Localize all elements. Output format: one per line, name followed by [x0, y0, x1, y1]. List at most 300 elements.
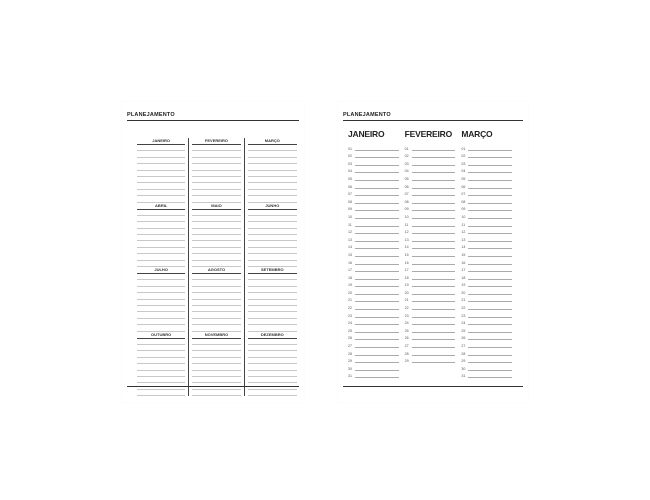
- day-writing-line: [355, 237, 399, 242]
- day-number: 29: [404, 359, 409, 364]
- day-row: [405, 242, 456, 250]
- day-row: [348, 348, 399, 356]
- month-column-heading: JANEIRO: [348, 129, 385, 139]
- day-number: 13: [348, 237, 352, 242]
- day-row: [405, 265, 456, 273]
- day-row: [348, 196, 399, 204]
- day-writing-line: [468, 184, 512, 189]
- day-number: 21: [348, 298, 352, 303]
- day-row: [348, 234, 399, 242]
- day-writing-line: [355, 306, 399, 311]
- day-row: [461, 219, 512, 227]
- day-writing-line: [355, 199, 399, 204]
- day-writing-line: [468, 230, 512, 235]
- day-number: 23: [461, 313, 466, 318]
- day-row: [348, 227, 399, 235]
- day-number: 08: [348, 199, 352, 204]
- day-number: 14: [404, 245, 409, 250]
- day-row: [348, 173, 399, 181]
- day-writing-line: [412, 245, 456, 250]
- day-row: [461, 151, 512, 159]
- day-row: [461, 272, 512, 280]
- day-writing-line: [355, 313, 399, 318]
- day-writing-line: [468, 275, 512, 280]
- day-writing-line: [355, 154, 399, 159]
- day-row: [461, 257, 512, 265]
- day-number: 12: [461, 230, 466, 235]
- day-row: [348, 318, 399, 326]
- day-row: [461, 287, 512, 295]
- day-writing-line: [355, 161, 399, 166]
- day-row: [348, 371, 399, 379]
- day-row: [461, 158, 512, 166]
- day-row: [348, 189, 399, 197]
- day-writing-line: [468, 169, 512, 174]
- day-row: [461, 143, 512, 151]
- footer-rule: [127, 386, 299, 387]
- day-writing-line: [355, 374, 399, 379]
- day-row: [461, 204, 512, 212]
- day-number: 14: [461, 245, 466, 250]
- day-writing-line: [412, 230, 456, 235]
- day-writing-line: [355, 290, 399, 295]
- day-row: [348, 257, 399, 265]
- day-number: 15: [404, 252, 409, 257]
- day-number: 03: [404, 161, 409, 166]
- day-number: 10: [348, 214, 352, 219]
- writing-line: [248, 390, 297, 396]
- day-row: [405, 356, 456, 364]
- day-number: 16: [348, 260, 352, 265]
- day-writing-line: [468, 237, 512, 242]
- day-row: [405, 249, 456, 257]
- day-number: 30: [348, 366, 352, 371]
- day-row: [348, 249, 399, 257]
- day-row: [461, 295, 512, 303]
- day-number: 24: [461, 321, 466, 326]
- month-name: JUNHO: [248, 203, 297, 210]
- day-row: [405, 151, 456, 159]
- day-writing-line: [468, 336, 512, 341]
- day-row: [405, 166, 456, 174]
- month-block: [245, 267, 300, 332]
- day-writing-line: [355, 359, 399, 364]
- day-number: 10: [461, 214, 466, 219]
- page-header: PLANEJAMENTO: [343, 112, 391, 118]
- day-writing-line: [355, 207, 399, 212]
- day-writing-line: [468, 252, 512, 257]
- day-writing-line: [412, 298, 456, 303]
- day-row: [348, 166, 399, 174]
- day-row: [405, 211, 456, 219]
- day-row: [405, 302, 456, 310]
- day-writing-line: [355, 184, 399, 189]
- day-writing-line: [412, 268, 456, 273]
- month-block: [245, 138, 300, 203]
- day-number: 26: [404, 336, 409, 341]
- day-number: 18: [404, 275, 409, 280]
- day-row: [348, 363, 399, 371]
- day-number: 09: [348, 207, 352, 212]
- day-row: [405, 173, 456, 181]
- day-writing-line: [412, 328, 456, 333]
- day-row: [405, 295, 456, 303]
- month-name: ABRIL: [137, 203, 185, 210]
- day-writing-line: [412, 207, 456, 212]
- day-writing-line: [355, 169, 399, 174]
- day-writing-line: [412, 237, 456, 242]
- day-number: 17: [461, 268, 466, 273]
- day-writing-line: [412, 184, 456, 189]
- day-number: 06: [461, 184, 466, 189]
- day-number: 01: [404, 146, 409, 151]
- day-number: 13: [461, 237, 466, 242]
- month-name: NOVEMBRO: [192, 332, 240, 339]
- day-row: [461, 363, 512, 371]
- day-number: 26: [461, 336, 466, 341]
- day-columns: [348, 143, 518, 378]
- day-number: 12: [404, 230, 409, 235]
- day-writing-line: [468, 214, 512, 219]
- day-writing-line: [355, 344, 399, 349]
- day-number: 07: [348, 192, 352, 197]
- day-row: [461, 340, 512, 348]
- day-number: 09: [461, 207, 466, 212]
- day-number: 16: [461, 260, 466, 265]
- month-name: SETEMBRO: [248, 267, 297, 274]
- day-number: 06: [404, 184, 409, 189]
- day-writing-line: [355, 214, 399, 219]
- day-number: 02: [461, 154, 466, 159]
- day-row: [405, 219, 456, 227]
- day-row: [461, 310, 512, 318]
- day-row: [348, 219, 399, 227]
- writing-line: [137, 390, 185, 396]
- day-number: 23: [404, 313, 409, 318]
- day-row: [461, 325, 512, 333]
- day-row: [405, 189, 456, 197]
- day-number: 12: [348, 230, 352, 235]
- day-number: 20: [461, 290, 466, 295]
- day-row: [405, 227, 456, 235]
- day-row: [461, 280, 512, 288]
- day-column: [461, 143, 518, 378]
- day-number: 25: [348, 328, 352, 333]
- day-number: 11: [461, 222, 466, 227]
- day-number: 01: [348, 146, 352, 151]
- day-number: 02: [404, 154, 409, 159]
- day-row: [405, 318, 456, 326]
- day-number: 31: [461, 374, 466, 379]
- day-number: 18: [348, 275, 352, 280]
- month-block: [134, 203, 189, 268]
- day-number: 29: [348, 359, 352, 364]
- day-writing-line: [468, 161, 512, 166]
- day-number: 11: [404, 222, 409, 227]
- day-writing-line: [355, 298, 399, 303]
- day-number: 08: [404, 199, 409, 204]
- month-column-headings: [348, 129, 518, 139]
- page-header: PLANEJAMENTO: [127, 112, 175, 118]
- month-column-heading: MARÇO: [461, 129, 493, 139]
- left-planner-page: [122, 102, 304, 402]
- day-row: [348, 356, 399, 364]
- day-row: [348, 340, 399, 348]
- day-number: 13: [404, 237, 409, 242]
- day-writing-line: [412, 146, 456, 151]
- day-column: [348, 143, 405, 378]
- day-writing-line: [468, 290, 512, 295]
- writing-line: [192, 390, 240, 396]
- day-number: 17: [348, 268, 352, 273]
- day-writing-line: [412, 176, 456, 181]
- day-number: 10: [404, 214, 409, 219]
- day-writing-line: [355, 275, 399, 280]
- day-number: 05: [461, 176, 466, 181]
- day-row: [461, 318, 512, 326]
- day-number: 03: [461, 161, 466, 166]
- day-writing-line: [412, 351, 456, 356]
- month-name: DEZEMBRO: [248, 332, 297, 339]
- day-number: 27: [461, 344, 466, 349]
- day-number: 05: [404, 176, 409, 181]
- day-row: [348, 272, 399, 280]
- day-writing-line: [412, 192, 456, 197]
- day-row: [405, 196, 456, 204]
- day-writing-line: [355, 146, 399, 151]
- day-number: 22: [461, 306, 466, 311]
- day-writing-line: [468, 321, 512, 326]
- day-number: 09: [404, 207, 409, 212]
- day-writing-line: [412, 336, 456, 341]
- day-number: 19: [461, 283, 466, 288]
- month-name: AGOSTO: [192, 267, 240, 274]
- month-block: [134, 138, 189, 203]
- day-row: [461, 181, 512, 189]
- day-number: 15: [461, 252, 466, 257]
- day-number: 18: [461, 275, 466, 280]
- day-writing-line: [355, 176, 399, 181]
- day-number: 05: [348, 176, 352, 181]
- day-writing-line: [412, 321, 456, 326]
- day-number: 23: [348, 313, 352, 318]
- day-number: 27: [348, 344, 352, 349]
- day-column: [405, 143, 462, 378]
- day-number: 15: [348, 252, 352, 257]
- day-row: [461, 166, 512, 174]
- day-number: 04: [404, 169, 409, 174]
- day-writing-line: [468, 222, 512, 227]
- day-row: [348, 265, 399, 273]
- month-name: MARÇO: [248, 138, 297, 145]
- month-block: [189, 267, 244, 332]
- day-row: [348, 333, 399, 341]
- day-row: [461, 265, 512, 273]
- day-number: 01: [461, 146, 466, 151]
- day-writing-line: [355, 336, 399, 341]
- day-row: [461, 227, 512, 235]
- day-number: 25: [404, 328, 409, 333]
- month-name: OUTUBRO: [137, 332, 185, 339]
- day-writing-line: [412, 199, 456, 204]
- day-row: [405, 257, 456, 265]
- day-row: [405, 325, 456, 333]
- day-writing-line: [412, 306, 456, 311]
- day-number: 04: [461, 169, 466, 174]
- day-writing-line: [468, 154, 512, 159]
- day-number: 04: [348, 169, 352, 174]
- day-number: 21: [461, 298, 466, 303]
- day-row: [405, 143, 456, 151]
- day-number: 07: [461, 192, 466, 197]
- day-row: [348, 242, 399, 250]
- month-block: [245, 203, 300, 268]
- day-number: 28: [348, 351, 352, 356]
- day-writing-line: [412, 290, 456, 295]
- day-row: [405, 287, 456, 295]
- day-writing-line: [412, 154, 456, 159]
- day-writing-line: [468, 344, 512, 349]
- day-number: 31: [348, 374, 352, 379]
- day-number: 19: [404, 283, 409, 288]
- day-writing-line: [412, 252, 456, 257]
- day-writing-line: [355, 268, 399, 273]
- day-number: 21: [404, 298, 409, 303]
- day-number: 06: [348, 184, 352, 189]
- day-row: [348, 211, 399, 219]
- day-writing-line: [355, 351, 399, 356]
- day-writing-line: [412, 359, 456, 364]
- month-name: FEVEREIRO: [192, 138, 240, 145]
- day-number: 02: [348, 154, 352, 159]
- day-row: [461, 196, 512, 204]
- day-writing-line: [468, 268, 512, 273]
- day-writing-line: [412, 260, 456, 265]
- day-number: 22: [404, 306, 409, 311]
- day-writing-line: [412, 313, 456, 318]
- day-row: [405, 181, 456, 189]
- day-row: [405, 158, 456, 166]
- header-rule: [343, 120, 523, 121]
- day-writing-line: [468, 374, 512, 379]
- day-row: [405, 340, 456, 348]
- day-number: 24: [404, 321, 409, 326]
- month-column-heading: FEVEREIRO: [404, 129, 452, 139]
- day-writing-line: [412, 283, 456, 288]
- day-row: [348, 181, 399, 189]
- day-row: [405, 234, 456, 242]
- day-number: 07: [404, 192, 409, 197]
- day-row: [405, 333, 456, 341]
- day-writing-line: [468, 351, 512, 356]
- month-name: JULHO: [137, 267, 185, 274]
- day-writing-line: [355, 366, 399, 371]
- day-writing-line: [468, 313, 512, 318]
- day-row: [348, 280, 399, 288]
- months-grid: [134, 138, 300, 376]
- day-writing-line: [468, 199, 512, 204]
- day-number: 17: [404, 268, 409, 273]
- day-row: [461, 356, 512, 364]
- day-row: [461, 173, 512, 181]
- month-block: [189, 138, 244, 203]
- day-writing-line: [355, 321, 399, 326]
- day-writing-line: [355, 260, 399, 265]
- day-writing-line: [355, 252, 399, 257]
- day-writing-line: [468, 306, 512, 311]
- day-writing-line: [412, 275, 456, 280]
- day-row: [461, 371, 512, 379]
- day-writing-line: [468, 359, 512, 364]
- day-row: [461, 242, 512, 250]
- day-writing-line: [355, 192, 399, 197]
- day-writing-line: [355, 222, 399, 227]
- day-writing-line: [412, 344, 456, 349]
- day-row: [405, 280, 456, 288]
- day-writing-line: [468, 192, 512, 197]
- right-planner-page: [338, 102, 528, 402]
- day-writing-line: [468, 245, 512, 250]
- day-row: [348, 204, 399, 212]
- day-writing-line: [412, 214, 456, 219]
- day-row: [405, 204, 456, 212]
- day-number: 25: [461, 328, 466, 333]
- header-rule: [127, 120, 299, 121]
- month-name: MAIO: [192, 203, 240, 210]
- day-number: 20: [404, 290, 409, 295]
- day-number: 28: [461, 351, 466, 356]
- day-writing-line: [468, 298, 512, 303]
- day-row: [461, 234, 512, 242]
- day-writing-line: [355, 245, 399, 250]
- day-writing-line: [468, 207, 512, 212]
- day-row: [461, 189, 512, 197]
- month-block: [134, 267, 189, 332]
- day-row: [348, 143, 399, 151]
- day-row: [348, 302, 399, 310]
- day-writing-line: [468, 146, 512, 151]
- day-writing-line: [468, 260, 512, 265]
- day-number: 14: [348, 245, 352, 250]
- day-writing-line: [412, 169, 456, 174]
- day-writing-line: [412, 222, 456, 227]
- day-row: [405, 272, 456, 280]
- day-row: [348, 310, 399, 318]
- day-writing-line: [468, 328, 512, 333]
- month-name: JANEIRO: [137, 138, 185, 145]
- day-number: 11: [348, 222, 352, 227]
- day-writing-line: [355, 328, 399, 333]
- day-row: [405, 310, 456, 318]
- month-block: [189, 203, 244, 268]
- day-writing-line: [355, 283, 399, 288]
- day-number: 19: [348, 283, 352, 288]
- day-number: 28: [404, 351, 409, 356]
- day-number: 30: [461, 366, 466, 371]
- day-number: 26: [348, 336, 352, 341]
- day-number: 03: [348, 161, 352, 166]
- day-row: [461, 211, 512, 219]
- day-row: [348, 158, 399, 166]
- day-number: 29: [461, 359, 466, 364]
- day-row: [348, 151, 399, 159]
- day-writing-line: [468, 176, 512, 181]
- day-number: 08: [461, 199, 466, 204]
- day-row: [348, 325, 399, 333]
- day-number: 22: [348, 306, 352, 311]
- day-row: [348, 287, 399, 295]
- day-writing-line: [468, 366, 512, 371]
